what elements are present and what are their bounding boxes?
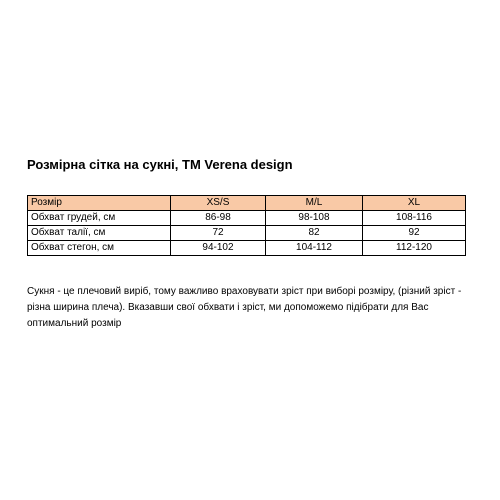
table-cell: 104-112 (266, 241, 363, 256)
table-cell: 112-120 (363, 241, 466, 256)
row-label-chest: Обхват грудей, см (28, 211, 171, 226)
header-m-l: M/L (266, 196, 363, 211)
table-cell: 98-108 (266, 211, 363, 226)
table-row (28, 241, 466, 256)
table-cell: 94-102 (171, 241, 266, 256)
row-label-waist: Обхват талії, см (28, 226, 171, 241)
header-xl: XL (363, 196, 466, 211)
size-chart-table (27, 195, 466, 256)
fit-note: Сукня - це плечовий виріб, тому важливо враховувати зріст при виборі розміру, (різний зріст - різна ширина плеча). Вказавши свої обхвати і зріст, ми допоможемо підібрати для Вас оптимальний розмір (27, 286, 462, 329)
table-cell: 108-116 (363, 211, 466, 226)
table-cell: 72 (171, 226, 266, 241)
table-cell: 82 (266, 226, 363, 241)
table-cell: 92 (363, 226, 466, 241)
header-xs-s: XS/S (171, 196, 266, 211)
header-size: Розмір (28, 196, 171, 211)
page-title: Розмірна сітка на сукні, ТМ Verena design (27, 157, 293, 172)
table-row (28, 211, 466, 226)
table-cell: 86-98 (171, 211, 266, 226)
table-header-row (28, 196, 466, 211)
table-row (28, 226, 466, 241)
row-label-hips: Обхват стегон, см (28, 241, 171, 256)
